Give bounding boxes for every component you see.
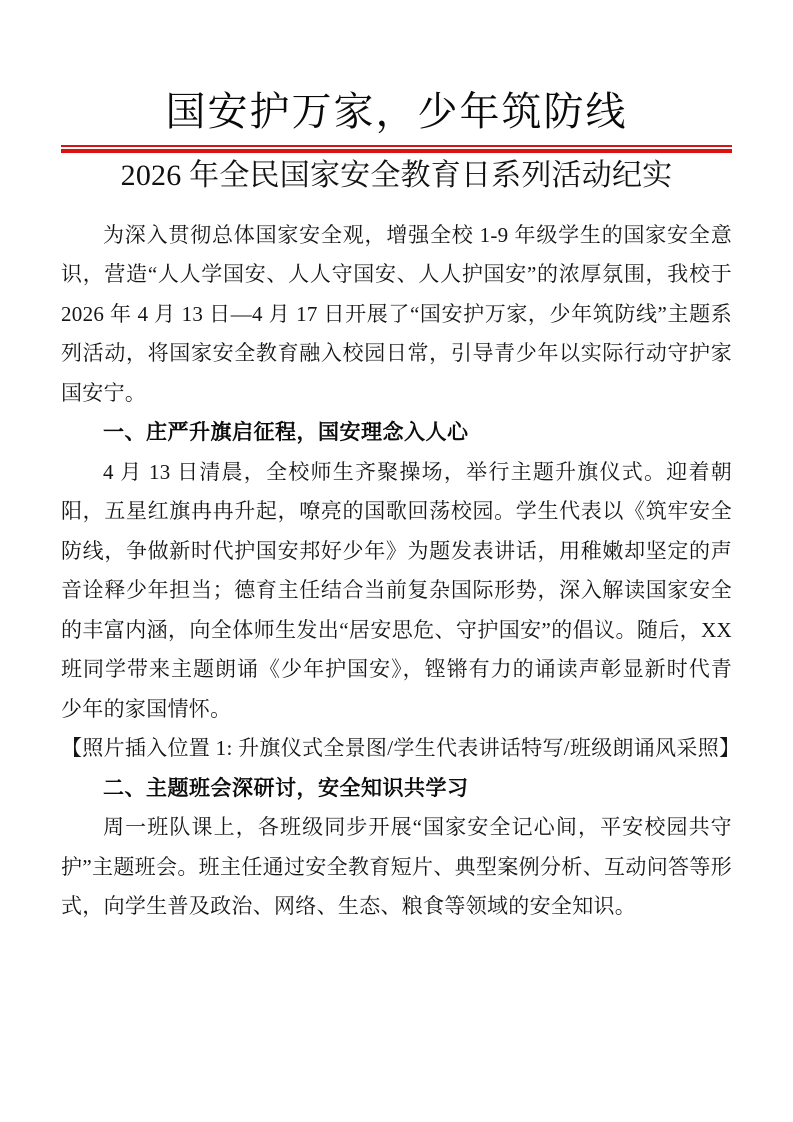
body-paragraph: 4 月 13 日清晨，全校师生齐聚操场，举行主题升旗仪式。迎着朝阳，五星红旗冉冉升起，嘹亮的国歌回荡校园。学生代表以《筑牢安全防线，争做新时代护国安邦好少年》为题发表讲话，用稚嫩却坚定的声音诠释少年担当；德育主任结合当前复杂国际形势，深入解读国家安全的丰富内涵，向全体师生发出“居安思危、守护国安”的倡议。随后，XX 班同学带来主题朗诵《少年护国安》，铿锵有力的诵读声彰显新时代青少年的家国情怀。: [61, 459, 732, 721]
document-body: [61, 216, 741, 927]
document-subtitle: 2026 年全民国家安全教育日系列活动纪实: [120, 158, 673, 192]
body-paragraph: 周一班队课上，各班级同步开展“国家安全记心间，平安校园共守护”主题班会。班主任通过安全教育短片、典型案例分析、互动问答等形式，向学生普及政治、网络、生态、粮食等领域的安全知识。: [61, 815, 732, 918]
document-title: 国安护万家，少年筑防线: [165, 89, 628, 134]
body-paragraph: 为深入贯彻总体国家安全观，增强全校 1-9 年级学生的国家安全意识，营造“人人学国安、人人守国安、人人护国安”的浓厚氛围，我校于 2026 年 4 月 13 日—4 月 17 日开展了“国安护万家，少年筑防线”主题系列活动，将国家安全教育融入校园日常，引导青少年以实际行动守护家国安宁。: [61, 222, 732, 405]
title-block: [61, 0, 732, 197]
photo-placeholder-note: 【照片插入位置 1: 升旗仪式全景图/学生代表讲话特写/班级朗诵风采照】: [61, 736, 741, 760]
section-heading: 二、主题班会深研讨，安全知识共学习: [103, 776, 469, 800]
section-heading: 一、庄严升旗启征程，国安理念入人心: [103, 421, 469, 444]
divider-thick-line: [61, 149, 732, 153]
red-divider-rule: [61, 145, 732, 153]
